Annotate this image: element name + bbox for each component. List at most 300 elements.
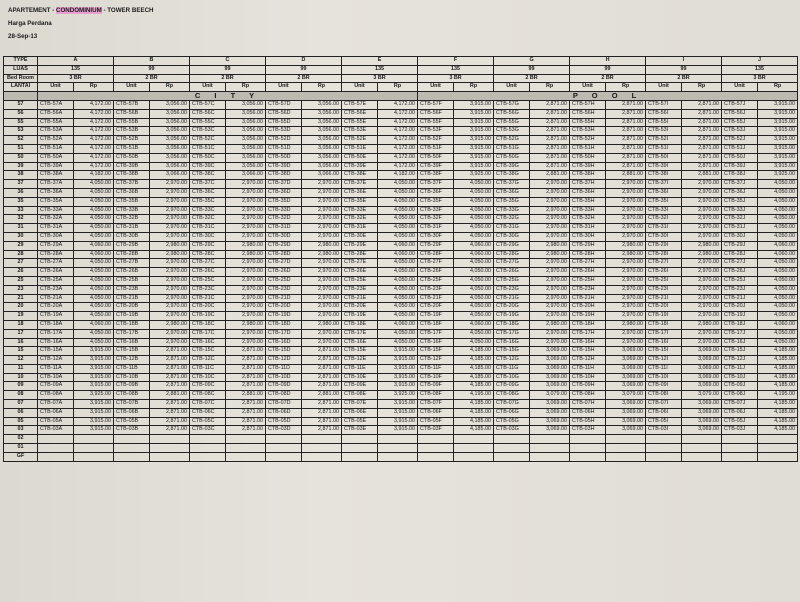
unit-code: CTB-51C: [190, 144, 226, 153]
unit-price: 3,056.00: [226, 127, 266, 136]
unit-code: CTB-20F: [418, 303, 454, 312]
unit-code: CTB-15C: [190, 347, 226, 356]
unit-code: CTB-32I: [646, 215, 682, 224]
unit-price: 4,172.00: [74, 118, 114, 127]
unit-price: 4,185.00: [758, 408, 798, 417]
unit-code: CTB-23I: [646, 285, 682, 294]
floor-number: 32: [4, 215, 38, 224]
unit-code: [342, 435, 378, 444]
unit-price: 4,050.00: [758, 312, 798, 321]
unit-price: 4,050.00: [758, 224, 798, 233]
unit-price: [74, 452, 114, 461]
unit-price: 2,871.00: [302, 400, 342, 409]
table-row: [4, 452, 798, 461]
unit-price: 2,970.00: [682, 268, 722, 277]
unit-price: 2,970.00: [606, 188, 646, 197]
unit-price: 3,056.00: [302, 153, 342, 162]
unit-code: CTB-55I: [646, 118, 682, 127]
unit-code: CTB-20H: [570, 303, 606, 312]
unit-price: 4,050.00: [74, 259, 114, 268]
type-row: [4, 57, 798, 66]
unit-code: CTB-12A: [38, 356, 74, 365]
unit-price: 4,050.00: [758, 276, 798, 285]
unit-price: 2,871.00: [530, 153, 570, 162]
table-row: [4, 435, 798, 444]
unit-code: CTB-32B: [114, 215, 150, 224]
unit-code: CTB-11D: [266, 364, 302, 373]
table-row: [4, 215, 798, 224]
unit-code: CTB-07H: [570, 400, 606, 409]
unit-price: 4,050.00: [758, 197, 798, 206]
unit-price: 3,915.00: [454, 136, 494, 145]
unit-code: CTB-38D: [266, 171, 302, 180]
unit-price: 2,871.00: [682, 153, 722, 162]
unit-price: 2,970.00: [150, 285, 190, 294]
unit-code: CTB-12G: [494, 356, 530, 365]
unit-price: 3,915.00: [74, 382, 114, 391]
unit-price: 3,066.00: [150, 171, 190, 180]
unit-code: CTB-06C: [190, 408, 226, 417]
unit-price: 4,050.00: [74, 338, 114, 347]
unit-code: CTB-26D: [266, 268, 302, 277]
unit-code: CTB-32F: [418, 215, 454, 224]
unit-price: 2,970.00: [226, 206, 266, 215]
unit-code: CTB-18C: [190, 320, 226, 329]
unit-code: CTB-33I: [646, 206, 682, 215]
unit-code: CTB-07J: [722, 400, 758, 409]
type-code: J: [722, 57, 798, 66]
unit-code: [494, 444, 530, 453]
unit-code: CTB-33H: [570, 206, 606, 215]
unit-price: 4,050.00: [758, 180, 798, 189]
floor-number: 02: [4, 435, 38, 444]
table-row: [4, 100, 798, 109]
unit-code: CTB-26H: [570, 268, 606, 277]
unit-price: 2,871.00: [530, 100, 570, 109]
band-spacer: [4, 92, 38, 101]
floor-number: 29: [4, 241, 38, 250]
table-row: [4, 127, 798, 136]
unit-price: 2,970.00: [150, 312, 190, 321]
unit-price: 3,056.00: [150, 153, 190, 162]
unit-price: 2,871.00: [606, 144, 646, 153]
unit-price: 2,970.00: [682, 338, 722, 347]
unit-code: CTB-35D: [266, 197, 302, 206]
unit-price: 3,056.00: [226, 100, 266, 109]
unit-price: 3,069.00: [530, 364, 570, 373]
unit-price: 2,871.00: [606, 162, 646, 171]
unit-code: CTB-26E: [342, 268, 378, 277]
unit-price: 2,980.00: [682, 320, 722, 329]
unit-price: 2,970.00: [150, 276, 190, 285]
unit-price: 3,069.00: [682, 347, 722, 356]
unit-code: CTB-36E: [342, 188, 378, 197]
unit-price: 3,069.00: [530, 417, 570, 426]
unit-code: CTB-35C: [190, 197, 226, 206]
unit-code: CTB-07A: [38, 400, 74, 409]
unit-code: CTB-09A: [38, 382, 74, 391]
unit-code: CTB-37C: [190, 180, 226, 189]
table-row: [4, 391, 798, 400]
unit-code: CTB-03D: [266, 426, 302, 435]
unit-code: CTB-55B: [114, 118, 150, 127]
unit-code: CTB-05F: [418, 417, 454, 426]
unit-code: CTB-27E: [342, 259, 378, 268]
floor-number: 27: [4, 259, 38, 268]
unit-code: CTB-10H: [570, 373, 606, 382]
unit-code: CTB-21A: [38, 294, 74, 303]
table-row: [4, 356, 798, 365]
unit-price: [758, 435, 798, 444]
unit-code: CTB-05C: [190, 417, 226, 426]
unit-price: 2,871.00: [226, 373, 266, 382]
unit-code: CTB-10C: [190, 373, 226, 382]
unit-price: 4,050.00: [454, 303, 494, 312]
unit-price: 4,185.00: [454, 417, 494, 426]
unit-code: CTB-55E: [342, 118, 378, 127]
unit-code: CTB-03J: [722, 426, 758, 435]
unit-price: 4,172.00: [74, 127, 114, 136]
unit-code: [38, 435, 74, 444]
table-row: [4, 320, 798, 329]
bedroom-value: 3 BR: [342, 74, 418, 83]
unit-code: CTB-12I: [646, 356, 682, 365]
unit-code: CTB-51D: [266, 144, 302, 153]
floor-number: 01: [4, 444, 38, 453]
unit-price: 2,970.00: [682, 259, 722, 268]
unit-code: CTB-15B: [114, 347, 150, 356]
bedroom-value: 2 BR: [266, 74, 342, 83]
unit-code: [570, 435, 606, 444]
unit-price: 2,970.00: [226, 215, 266, 224]
unit-code: CTB-31J: [722, 224, 758, 233]
floor-number: 56: [4, 109, 38, 118]
unit-price: 3,069.00: [530, 408, 570, 417]
unit-price: 2,970.00: [302, 303, 342, 312]
unit-code: CTB-11A: [38, 364, 74, 373]
unit-price: 4,172.00: [74, 162, 114, 171]
unit-code: CTB-39G: [494, 162, 530, 171]
unit-code: CTB-09I: [646, 382, 682, 391]
unit-price: 3,066.00: [302, 171, 342, 180]
unit-code: CTB-17F: [418, 329, 454, 338]
unit-price: 4,182.00: [74, 171, 114, 180]
unit-code: CTB-05J: [722, 417, 758, 426]
unit-code: CTB-21E: [342, 294, 378, 303]
unit-price: 3,069.00: [530, 426, 570, 435]
rp-header: Rp: [150, 83, 190, 92]
unit-code: CTB-17D: [266, 329, 302, 338]
unit-code: CTB-06F: [418, 408, 454, 417]
unit-price: 3,915.00: [378, 356, 418, 365]
unit-price: 2,970.00: [530, 197, 570, 206]
unit-code: CTB-07C: [190, 400, 226, 409]
bedroom-value: 2 BR: [570, 74, 646, 83]
unit-price: 4,185.00: [454, 426, 494, 435]
unit-price: 3,056.00: [150, 127, 190, 136]
document-title: APARTEMENT - CONDOMINIUM - TOWER BEECH: [8, 7, 154, 14]
unit-code: CTB-21D: [266, 294, 302, 303]
unit-code: CTB-39E: [342, 162, 378, 171]
unit-price: 2,970.00: [682, 215, 722, 224]
unit-code: CTB-26F: [418, 268, 454, 277]
unit-code: CTB-16H: [570, 338, 606, 347]
unit-code: CTB-39I: [646, 162, 682, 171]
unit-code: CTB-20C: [190, 303, 226, 312]
unit-code: CTB-27D: [266, 259, 302, 268]
unit-code: CTB-52H: [570, 136, 606, 145]
lantai-label: LANTAI: [4, 83, 38, 92]
unit-price: [530, 444, 570, 453]
unit-code: CTB-52I: [646, 136, 682, 145]
unit-price: 4,050.00: [378, 294, 418, 303]
unit-price: 4,050.00: [758, 303, 798, 312]
unit-code: CTB-53B: [114, 127, 150, 136]
unit-price: 4,050.00: [454, 338, 494, 347]
table-row: [4, 188, 798, 197]
unit-price: [454, 435, 494, 444]
unit-code: CTB-28C: [190, 250, 226, 259]
unit-code: CTB-55J: [722, 118, 758, 127]
unit-code: CTB-56F: [418, 109, 454, 118]
unit-code: CTB-36H: [570, 188, 606, 197]
unit-price: 2,970.00: [302, 224, 342, 233]
unit-code: CTB-30A: [38, 232, 74, 241]
unit-code: CTB-17H: [570, 329, 606, 338]
unit-code: CTB-52F: [418, 136, 454, 145]
unit-price: 3,915.00: [454, 127, 494, 136]
table-row: [4, 444, 798, 453]
view-band-row: [4, 92, 798, 101]
table-row: [4, 180, 798, 189]
unit-code: CTB-21G: [494, 294, 530, 303]
unit-price: 3,069.00: [682, 417, 722, 426]
unit-price: 4,050.00: [378, 268, 418, 277]
unit-price: 4,050.00: [74, 180, 114, 189]
unit-code: CTB-23C: [190, 285, 226, 294]
bedroom-value: 3 BR: [418, 74, 494, 83]
unit-code: CTB-15E: [342, 347, 378, 356]
unit-price: [758, 444, 798, 453]
unit-price: 4,050.00: [74, 276, 114, 285]
unit-code: [418, 452, 454, 461]
unit-price: 2,970.00: [226, 338, 266, 347]
unit-code: CTB-36F: [418, 188, 454, 197]
unit-code: CTB-37H: [570, 180, 606, 189]
unit-price: 4,060.00: [378, 320, 418, 329]
unit-code: CTB-35G: [494, 197, 530, 206]
unit-price: 2,970.00: [150, 206, 190, 215]
unit-price: [530, 452, 570, 461]
unit-price: 4,185.00: [758, 356, 798, 365]
unit-code: CTB-28B: [114, 250, 150, 259]
unit-code: CTB-03G: [494, 426, 530, 435]
unit-price: 2,970.00: [606, 329, 646, 338]
unit-price: 4,050.00: [758, 294, 798, 303]
unit-code: [38, 444, 74, 453]
unit-price: 3,069.00: [606, 417, 646, 426]
unit-code: CTB-06G: [494, 408, 530, 417]
unit-price: 2,970.00: [606, 180, 646, 189]
unit-price: 3,069.00: [682, 400, 722, 409]
unit-price: 3,056.00: [150, 109, 190, 118]
unit-code: CTB-25G: [494, 276, 530, 285]
floor-number: GF: [4, 452, 38, 461]
unit-price: 4,050.00: [74, 224, 114, 233]
unit-price: 4,185.00: [758, 417, 798, 426]
unit-code: CTB-11B: [114, 364, 150, 373]
unit-price: 2,970.00: [606, 294, 646, 303]
unit-price: 3,079.00: [682, 391, 722, 400]
unit-code: CTB-57B: [114, 100, 150, 109]
unit-code: CTB-08F: [418, 391, 454, 400]
unit-price: 4,172.00: [74, 144, 114, 153]
unit-code: CTB-35B: [114, 197, 150, 206]
unit-code: CTB-18E: [342, 320, 378, 329]
unit-code: CTB-57D: [266, 100, 302, 109]
unit-price: 3,915.00: [454, 109, 494, 118]
unit-code: CTB-08C: [190, 391, 226, 400]
unit-code: CTB-23J: [722, 285, 758, 294]
unit-code: CTB-07D: [266, 400, 302, 409]
unit-price: 2,871.00: [150, 382, 190, 391]
unit-code: CTB-06J: [722, 408, 758, 417]
unit-price: 4,050.00: [74, 268, 114, 277]
unit-code: CTB-08H: [570, 391, 606, 400]
bedroom-value: 3 BR: [38, 74, 114, 83]
unit-code: CTB-03E: [342, 426, 378, 435]
unit-price: 2,871.00: [150, 426, 190, 435]
unit-price: 4,050.00: [454, 180, 494, 189]
unit-price: 2,970.00: [150, 215, 190, 224]
unit-code: CTB-03F: [418, 426, 454, 435]
unit-code: CTB-37D: [266, 180, 302, 189]
unit-price: 4,185.00: [454, 356, 494, 365]
unit-code: CTB-10G: [494, 373, 530, 382]
unit-price: 3,056.00: [226, 136, 266, 145]
unit-price: 3,056.00: [302, 144, 342, 153]
unit-price: 2,970.00: [302, 215, 342, 224]
unit-code: CTB-25C: [190, 276, 226, 285]
unit-price: 3,915.00: [758, 144, 798, 153]
unit-code: CTB-36J: [722, 188, 758, 197]
unit-code: CTB-53F: [418, 127, 454, 136]
unit-price: 3,915.00: [378, 417, 418, 426]
unit-code: CTB-26B: [114, 268, 150, 277]
unit-code: CTB-32D: [266, 215, 302, 224]
unit-price: 2,970.00: [302, 180, 342, 189]
unit-price: 3,915.00: [378, 347, 418, 356]
unit-price: [74, 435, 114, 444]
unit-price: 3,915.00: [378, 400, 418, 409]
table-row: [4, 162, 798, 171]
unit-code: CTB-50I: [646, 153, 682, 162]
table-row: [4, 171, 798, 180]
unit-price: 3,915.00: [378, 364, 418, 373]
unit-price: 2,970.00: [606, 312, 646, 321]
floor-number: 20: [4, 303, 38, 312]
unit-code: CTB-15J: [722, 347, 758, 356]
unit-code: CTB-15A: [38, 347, 74, 356]
unit-price: 2,970.00: [302, 259, 342, 268]
unit-code: CTB-20A: [38, 303, 74, 312]
unit-code: CTB-17E: [342, 329, 378, 338]
unit-code: CTB-09F: [418, 382, 454, 391]
unit-price: 3,069.00: [682, 373, 722, 382]
floor-number: 51: [4, 144, 38, 153]
unit-price: 4,172.00: [74, 109, 114, 118]
unit-price: 4,050.00: [378, 276, 418, 285]
unit-price: [606, 435, 646, 444]
unit-code: CTB-33J: [722, 206, 758, 215]
table-row: [4, 329, 798, 338]
unit-code: CTB-11I: [646, 364, 682, 373]
unit-price: 2,970.00: [606, 224, 646, 233]
unit-price: [150, 452, 190, 461]
unit-price: 2,970.00: [682, 188, 722, 197]
table-row: [4, 109, 798, 118]
unit-code: CTB-35F: [418, 197, 454, 206]
floor-number: 10: [4, 373, 38, 382]
unit-price: 3,915.00: [74, 408, 114, 417]
unit-price: 4,050.00: [454, 224, 494, 233]
unit-code: CTB-33A: [38, 206, 74, 215]
unit-code: [342, 452, 378, 461]
unit-code: [190, 435, 226, 444]
unit-code: CTB-56C: [190, 109, 226, 118]
bedroom-label: Bed Room: [4, 74, 38, 83]
unit-price: 3,915.00: [758, 162, 798, 171]
unit-price: 2,980.00: [226, 250, 266, 259]
unit-price: 3,069.00: [682, 426, 722, 435]
unit-price: 2,871.00: [302, 417, 342, 426]
unit-code: CTB-29H: [570, 241, 606, 250]
unit-price: 4,050.00: [74, 206, 114, 215]
unit-price: 3,069.00: [682, 364, 722, 373]
unit-code: CTB-25A: [38, 276, 74, 285]
rp-header: Rp: [302, 83, 342, 92]
unit-code: CTB-50G: [494, 153, 530, 162]
unit-code: CTB-33E: [342, 206, 378, 215]
unit-header: Unit: [38, 83, 74, 92]
unit-code: CTB-05E: [342, 417, 378, 426]
unit-price: 4,050.00: [74, 188, 114, 197]
unit-code: CTB-33D: [266, 206, 302, 215]
unit-code: CTB-21F: [418, 294, 454, 303]
unit-price: 3,069.00: [682, 356, 722, 365]
unit-price: 2,871.00: [226, 356, 266, 365]
unit-code: CTB-16C: [190, 338, 226, 347]
floor-number: 25: [4, 276, 38, 285]
unit-code: CTB-51J: [722, 144, 758, 153]
unit-code: [570, 444, 606, 453]
unit-code: CTB-55H: [570, 118, 606, 127]
table-row: [4, 268, 798, 277]
unit-price: 3,069.00: [606, 364, 646, 373]
unit-code: CTB-30G: [494, 232, 530, 241]
unit-price: 3,069.00: [682, 382, 722, 391]
floor-number: 15: [4, 347, 38, 356]
unit-price: 2,871.00: [606, 118, 646, 127]
unit-code: CTB-23F: [418, 285, 454, 294]
unit-price: [606, 452, 646, 461]
unit-price: 4,172.00: [378, 153, 418, 162]
unit-code: CTB-11H: [570, 364, 606, 373]
unit-code: CTB-35J: [722, 197, 758, 206]
floor-number: 39: [4, 162, 38, 171]
unit-code: CTB-35A: [38, 197, 74, 206]
unit-code: CTB-05A: [38, 417, 74, 426]
